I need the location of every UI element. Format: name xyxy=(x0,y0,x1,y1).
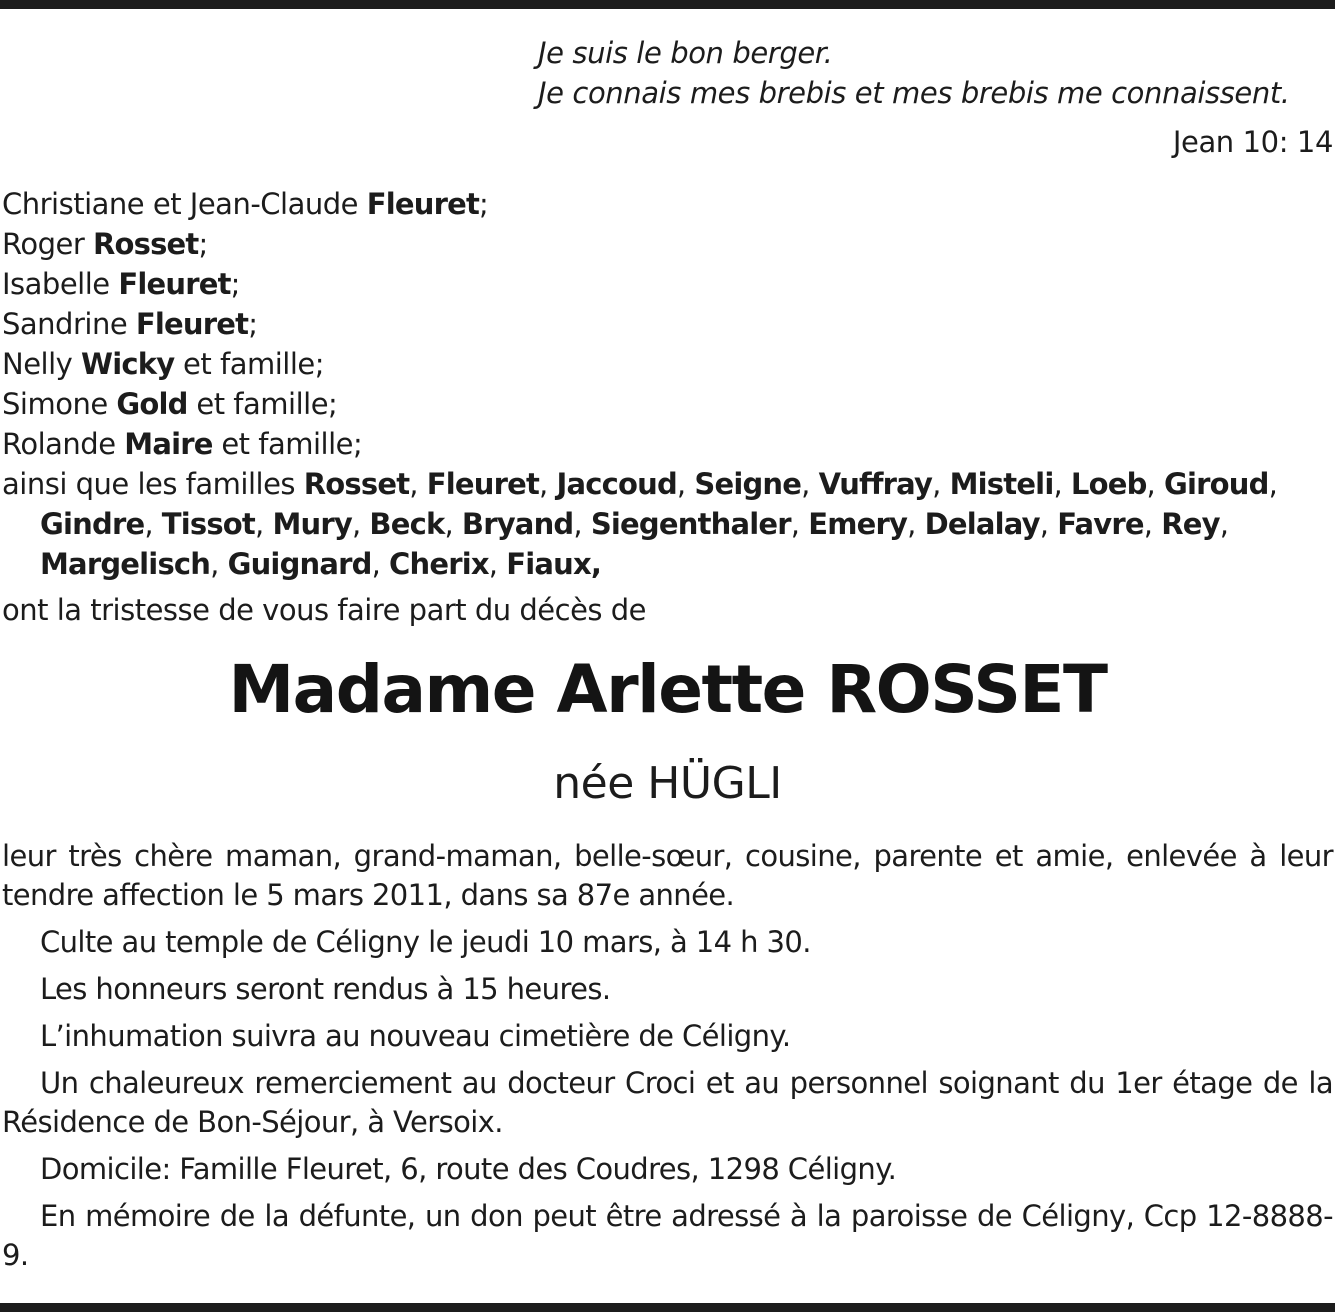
mourner-row xyxy=(2,264,1327,304)
family-name: Loeb xyxy=(1070,467,1147,501)
notice-paragraph-honours: Les honneurs seront rendus à 15 heures. xyxy=(40,972,611,1006)
family-name: Cherix xyxy=(389,547,489,581)
bottom-border-rule xyxy=(0,1303,1335,1312)
mourner-first-name: Roger xyxy=(2,227,93,261)
mourner-first-name: Christiane et Jean-Claude xyxy=(2,187,367,221)
families-line-1: ainsi que les familles Rosset, Fleuret, Jaccoud, Seigne, Vuffray, Misteli, Loeb, Giroud, xyxy=(2,467,1278,501)
notice-body xyxy=(2,837,1333,1283)
family-name: Bryand xyxy=(461,507,574,541)
mourner-suffix: ; xyxy=(479,187,489,221)
family-name: Delalay xyxy=(924,507,1040,541)
mourner-first-name: Sandrine xyxy=(2,307,136,341)
family-name: Fleuret xyxy=(426,467,540,501)
epigraph-line-1: Je suis le bon berger. xyxy=(538,36,833,70)
mourner-last-name: Fleuret xyxy=(135,307,249,341)
mourner-row xyxy=(2,384,1327,424)
deceased-name: Madame Arlette ROSSET xyxy=(228,651,1107,728)
family-name: Favre xyxy=(1057,507,1144,541)
mourner-first-name: Nelly xyxy=(2,347,82,381)
mourner-suffix: ; xyxy=(230,267,240,301)
mourner-suffix: et famille; xyxy=(174,347,325,381)
family-name: Vuffray xyxy=(818,467,933,501)
mourner-last-name: Fleuret xyxy=(118,267,231,301)
mourner-last-name: Wicky xyxy=(81,347,175,381)
mourner-last-name: Rosset xyxy=(92,227,199,261)
mourner-first-name: Simone xyxy=(2,387,117,421)
mourner-suffix: et famille; xyxy=(212,427,363,461)
mourner-last-name: Maire xyxy=(124,427,213,461)
family-name: Rey xyxy=(1161,507,1220,541)
family-name: Guignard xyxy=(227,547,372,581)
notice-paragraph-burial: L’inhumation suivra au nouveau cimetière de Céligny. xyxy=(40,1019,791,1053)
epigraph xyxy=(538,33,1328,113)
family-name: Emery xyxy=(808,507,908,541)
mourner-row xyxy=(2,224,1327,264)
family-name: Seigne xyxy=(694,467,802,501)
mourner-row xyxy=(2,344,1327,384)
epigraph-reference: Jean 10: 14 xyxy=(1172,125,1333,159)
mourner-first-name: Rolande xyxy=(2,427,125,461)
mourner-row xyxy=(2,424,1327,464)
family-name: Beck xyxy=(369,507,445,541)
family-name: Mury xyxy=(272,507,352,541)
mourner-suffix: et famille; xyxy=(187,387,338,421)
families-list xyxy=(2,464,1327,584)
mourner-first-name: Isabelle xyxy=(2,267,119,301)
mourners-list xyxy=(2,184,1327,584)
family-name: Gindre xyxy=(40,507,145,541)
notice-paragraph-thanks: Un chaleureux remerciement au docteur Croci et au personnel soignant du 1er étage de la Résidence de Bon-Séjour, à Versoix. xyxy=(2,1066,1333,1139)
top-border-rule xyxy=(0,0,1335,9)
family-name: Siegenthaler xyxy=(590,507,791,541)
families-line-3: Margelisch, Guignard, Cherix, Fiaux, xyxy=(40,547,602,581)
notice-paragraph-donation: En mémoire de la défunte, un don peut être adressé à la paroisse de Céligny, Ccp 12-8888-9. xyxy=(2,1199,1333,1272)
family-name: Tissot xyxy=(161,507,255,541)
notice-paragraph-service: Culte au temple de Céligny le jeudi 10 mars, à 14 h 30. xyxy=(40,925,811,959)
family-name: Rosset xyxy=(303,467,410,501)
mourner-suffix: ; xyxy=(248,307,258,341)
families-line-2: Gindre, Tissot, Mury, Beck, Bryand, Siegenthaler, Emery, Delalay, Favre, Rey, xyxy=(40,507,1229,541)
notice-paragraph-domicile: Domicile: Famille Fleuret, 6, route des Coudres, 1298 Céligny. xyxy=(40,1152,897,1186)
family-name: Jaccoud xyxy=(556,467,677,501)
deceased-birth-name: née HÜGLI xyxy=(553,758,782,809)
mourner-last-name: Fleuret xyxy=(366,187,480,221)
epigraph-line-2: Je connais mes brebis et mes brebis me connaissent. xyxy=(538,76,1290,110)
notice-paragraph-tribute: leur très chère maman, grand-maman, belle-sœur, cousine, parente et amie, enlevée à leur tendre affection le 5 mars 2011, dans sa 87e année. xyxy=(2,839,1333,912)
mourner-suffix: ; xyxy=(198,227,208,261)
mourner-last-name: Gold xyxy=(116,387,188,421)
family-name: Fiaux xyxy=(506,547,591,581)
families-intro: ainsi que les familles xyxy=(2,467,304,501)
family-name: Misteli xyxy=(949,467,1054,501)
announcement-text: ont la tristesse de vous faire part du décès de xyxy=(2,593,646,627)
family-name: Giroud xyxy=(1163,467,1269,501)
family-name: Margelisch xyxy=(40,547,211,581)
mourner-row xyxy=(2,304,1327,344)
mourner-row xyxy=(2,184,1327,224)
